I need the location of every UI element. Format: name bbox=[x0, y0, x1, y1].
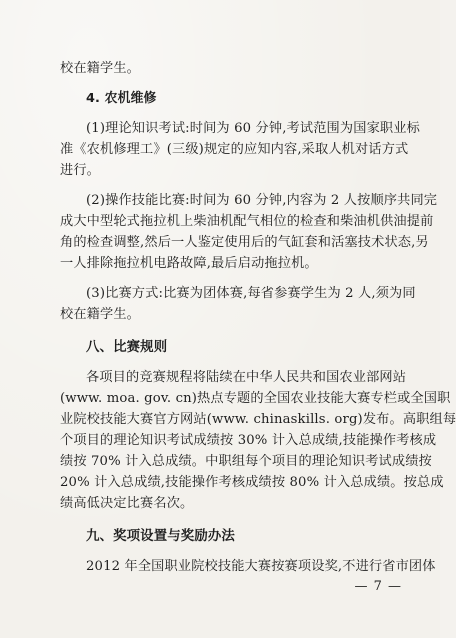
section-heading-competition-rules: 八、比赛规则 bbox=[86, 340, 168, 355]
paragraph-line: 2012 年全国职业院校技能大赛按赛项设奖,不进行省市团体 bbox=[86, 559, 436, 574]
paragraph-line: 角的检查调整,然后一人鉴定使用后的气缸套和活塞技术状态,另 bbox=[60, 235, 429, 250]
paragraph-line: 绩高低决定比赛名次。 bbox=[60, 496, 194, 511]
paragraph-line: (1)理论知识考试:时间为 60 分钟,考试范围为国家职业标 bbox=[86, 121, 420, 136]
paragraph-line: 校在籍学生。 bbox=[60, 307, 141, 322]
paragraph-line: (www. moa. gov. cn)热点专题的全国农业技能大赛专栏或全国职 bbox=[60, 391, 451, 406]
paragraph-line: 成大中型轮式拖拉机上柴油机配气相位的检查和柴油机供油提前 bbox=[60, 214, 434, 229]
paragraph-line: 业院校技能大赛官方网站(www. chinaskills. org)发布。高职组每 bbox=[60, 412, 456, 427]
paragraph-line: 准《农机修理工》(三级)规定的应知内容,采取人机对话方式 bbox=[60, 142, 409, 157]
paragraph-line: 绩按 70% 计入总成绩。中职组每个项目的理论知识考试成绩按 bbox=[60, 454, 432, 469]
paragraph-line: 个项目的理论知识考试成绩按 30% 计入总成绩,技能操作考核成 bbox=[60, 433, 437, 448]
page-number: — 7 — bbox=[354, 579, 402, 594]
paragraph-line: 各项目的竞赛规程将陆续在中华人民共和国农业部网站 bbox=[86, 370, 407, 385]
paragraph-line: 20% 计入总成绩,技能操作考核成绩按 80% 计入总成绩。按总成 bbox=[60, 475, 444, 490]
section-heading-farm-machinery-repair: 4. 农机维修 bbox=[86, 91, 157, 106]
paragraph-line: 进行。 bbox=[60, 163, 101, 178]
paragraph-line: (3)比赛方式:比赛为团体赛,每省参赛学生为 2 人,须为同 bbox=[86, 286, 416, 301]
paragraph-line: (2)操作技能比赛:时间为 60 分钟,内容为 2 人按顺序共同完 bbox=[86, 193, 438, 208]
paragraph-line: 一人排除拖拉机电路故障,最后启动拖拉机。 bbox=[60, 256, 318, 271]
paragraph-line: 校在籍学生。 bbox=[60, 61, 141, 76]
document-body bbox=[60, 58, 456, 577]
section-heading-awards: 九、奖项设置与奖励办法 bbox=[86, 529, 235, 544]
